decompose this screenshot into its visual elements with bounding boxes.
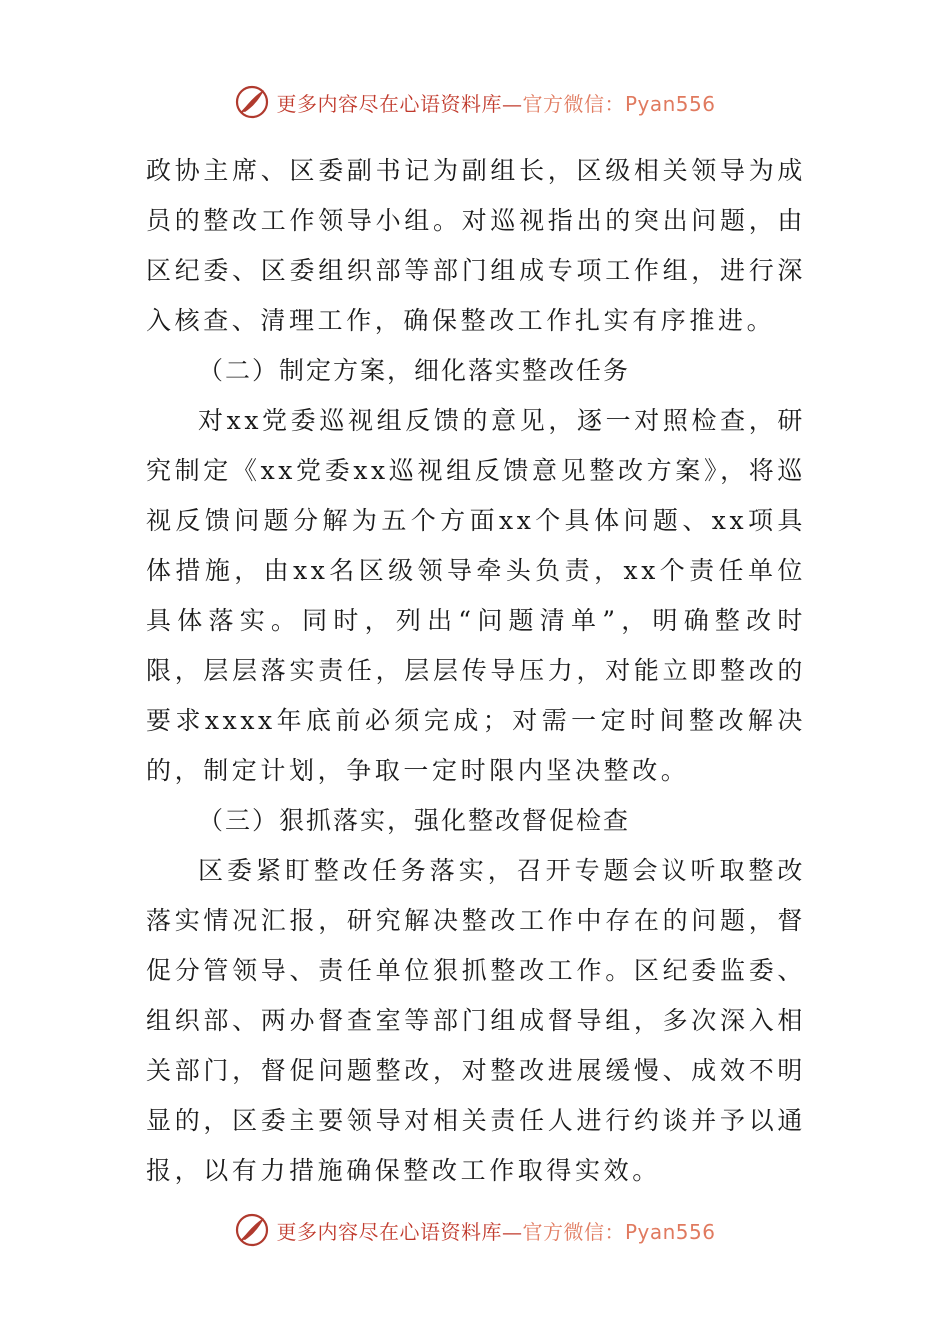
banner-wechat-text: 官方微信：Pyan556 [522, 91, 716, 116]
section-heading-2: （二）制定方案，细化落实整改任务 [198, 356, 631, 385]
banner-dash: — [501, 91, 523, 116]
document-body [146, 146, 806, 1196]
paragraph-3: 区委紧盯整改任务落实，召开专题会议听取整改落实情况汇报，研究解决整改工作中存在的问题，督促分管领导、责任单位狠抓整改工作。区纪委监委、组织部、两办督查室等部门组成督导组，多次深入相关部门，督促问题整改，对整改进展缓慢、成效不明显的，区委主要领导对相关责任人进行约谈并予以通报，以有力措施确保整改工作取得实效。 [146, 856, 806, 1185]
banner-main-text: 更多内容尽在心语资料库 [276, 1219, 502, 1244]
banner-wechat-text: 官方微信：Pyan556 [522, 1219, 716, 1244]
banner-main-text: 更多内容尽在心语资料库 [276, 91, 502, 116]
quill-pen-logo-icon [234, 1212, 270, 1248]
paragraph-1: 政协主席、区委副书记为副组长，区级相关领导为成员的整改工作领导小组。对巡视指出的突出问题，由区纪委、区委组织部等部门组成专项工作组，进行深入核查、清理工作，确保整改工作扎实有序推进。 [146, 156, 806, 335]
paragraph-2: 对xx党委巡视组反馈的意见，逐一对照检查，研究制定《xx党委xx巡视组反馈意见整改方案》，将巡视反馈问题分解为五个方面xx个具体问题、xx项具体措施，由xx名区级领导牵头负责，xx个责任单位具体落实。同时，列出“问题清单”，明确整改时限，层层落实责任，层层传导压力，对能立即整改的要求xxxx年底前必须完成；对需一定时间整改解决的，制定计划，争取一定时限内坚决整改。 [146, 406, 806, 785]
banner-dash: — [501, 1219, 523, 1244]
header-banner [0, 80, 950, 124]
section-heading-3: （三）狠抓落实，强化整改督促检查 [198, 806, 631, 835]
banner-text [276, 88, 715, 117]
quill-pen-logo-icon [234, 84, 270, 120]
footer-banner [0, 1208, 950, 1252]
banner-text [276, 1216, 715, 1245]
